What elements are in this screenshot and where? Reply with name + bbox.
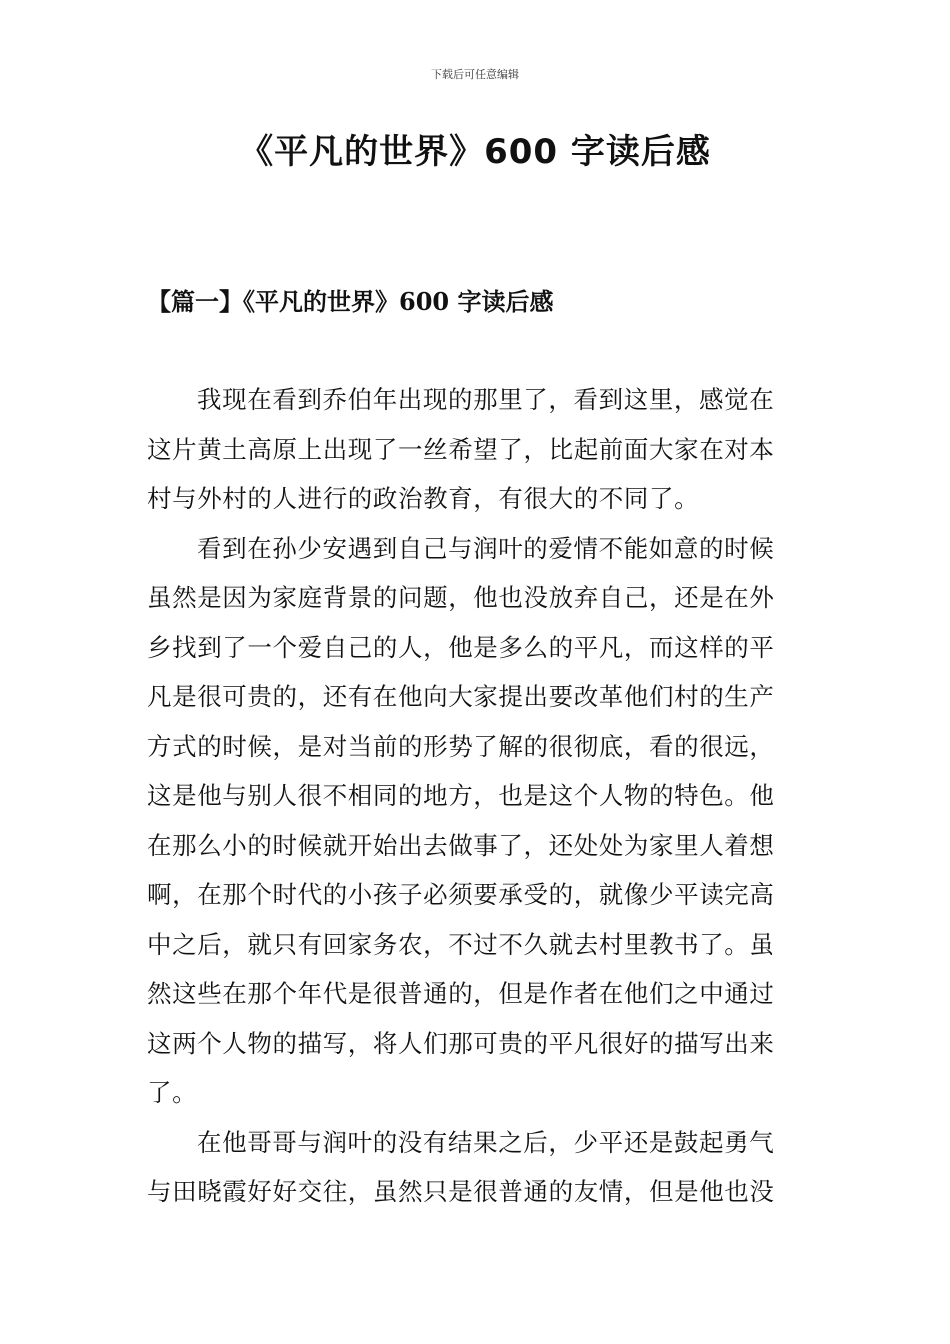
paragraph-line: 看到在孙少安遇到自己与润叶的爱情不能如意的时候	[197, 533, 775, 563]
document-title: 《平凡的世界》600 字读后感	[239, 132, 711, 172]
paragraph-line: 在他哥哥与润叶的没有结果之后，少平还是鼓起勇气	[197, 1127, 775, 1157]
paragraph-line: 村与外村的人进行的政治教育，有很大的不同了。	[147, 484, 700, 513]
paragraph-line: 然这些在那个年代是很普通的，但是作者在他们之中通过	[147, 979, 775, 1008]
paragraph-line: 这是他与别人很不相同的地方，也是这个人物的特色。他	[147, 781, 775, 810]
paragraph-line: 在那么小的时候就开始出去做事了，还处处为家里人着想	[147, 830, 775, 860]
paragraph-line: 乡找到了一个爱自己的人，他是多么的平凡，而这样的平	[147, 632, 775, 662]
paragraph-line: 这两个人物的描写，将人们那可贵的平凡很好的描写出来	[147, 1028, 775, 1058]
section-heading: 【篇一】《平凡的世界》600 字读后感	[147, 287, 554, 316]
paragraph-line: 啊，在那个时代的小孩子必须要承受的，就像少平读完高	[147, 880, 775, 909]
paragraph-line: 这片黄土高原上出现了一丝希望了，比起前面大家在对本	[147, 434, 775, 464]
paragraph-line: 方式的时候，是对当前的形势了解的很彻底，看的很远，	[147, 731, 775, 761]
paragraph-line: 中之后，就只有回家务农，不过不久就去村里教书了。虽	[147, 929, 775, 959]
paragraph-line: 凡是很可贵的，还有在他向大家提出要改革他们村的生产	[147, 682, 775, 711]
paragraph-line: 与田晓霞好好交往，虽然只是很普通的友情，但是他也没	[147, 1177, 775, 1206]
header-note: 下载后可任意编辑	[431, 68, 519, 81]
paragraph-line: 虽然是因为家庭背景的问题，他也没放弃自己，还是在外	[147, 583, 775, 612]
body-text	[147, 375, 807, 1217]
paragraph-line: 我现在看到乔伯年出现的那里了，看到这里，感觉在	[197, 385, 775, 414]
paragraph-line: 了。	[147, 1078, 198, 1107]
